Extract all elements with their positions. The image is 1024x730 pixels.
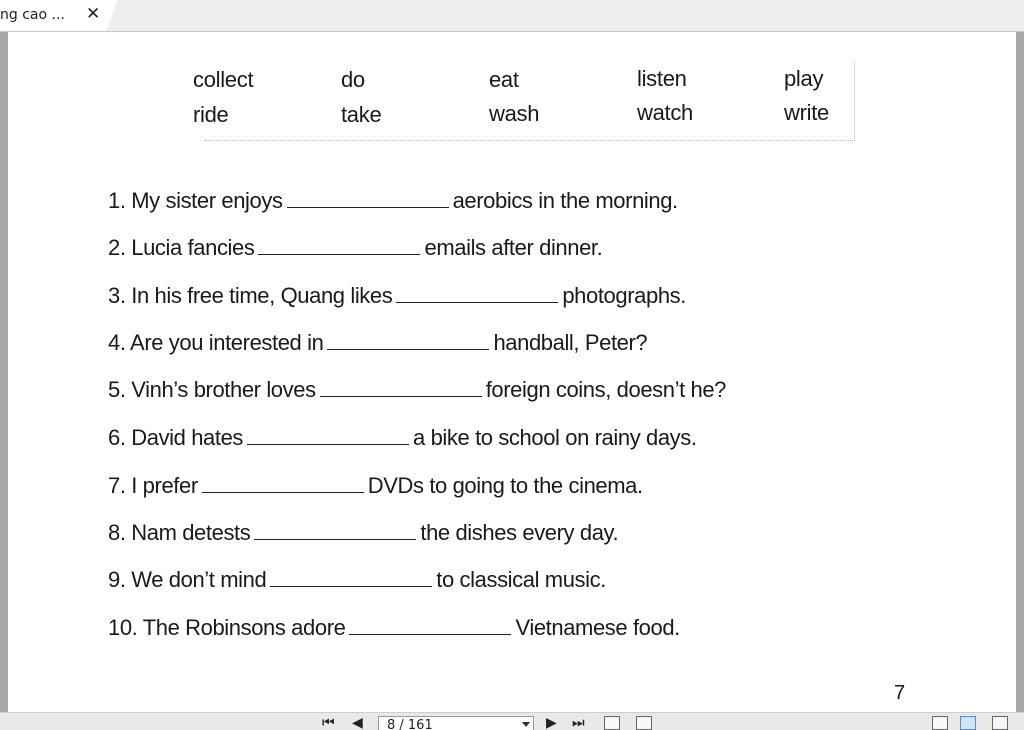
answer-blank xyxy=(247,443,409,445)
word-bank-item: eat xyxy=(489,67,519,92)
exercise-line xyxy=(108,473,643,499)
exercise-prefix: 9. We don’t mind xyxy=(108,567,267,592)
exercise-prefix: 8. Nam detests xyxy=(108,520,251,545)
tab-title: ng cao ... xyxy=(0,7,65,23)
chevron-down-icon[interactable] xyxy=(522,722,530,727)
exercise-suffix: a bike to school on rainy days. xyxy=(413,425,697,450)
document-page xyxy=(8,32,1016,712)
exercise-prefix: 5. Vinh’s brother loves xyxy=(108,377,316,402)
page-number-select[interactable]: 8 / 161 xyxy=(378,716,534,730)
word-bank-item: take xyxy=(341,102,382,127)
single-page-view-icon[interactable] xyxy=(932,716,948,730)
exercise-suffix: handball, Peter? xyxy=(493,330,648,355)
last-page-icon[interactable]: ⏭ xyxy=(572,715,585,730)
word-bank-item: do xyxy=(341,67,365,92)
prev-page-icon[interactable]: ◀ xyxy=(352,715,363,730)
exercise-line xyxy=(108,330,647,356)
answer-blank xyxy=(349,633,511,635)
word-bank-item: collect xyxy=(193,67,254,92)
continuous-view-icon[interactable] xyxy=(960,716,976,730)
word-bank-item: write xyxy=(784,100,829,125)
exercise-prefix: 4. Are you interested in xyxy=(108,330,324,355)
tab-strip xyxy=(0,0,1024,32)
first-page-icon[interactable]: ⏮ xyxy=(322,715,335,730)
exercise-suffix: to classical music. xyxy=(436,567,606,592)
fit-page-icon[interactable] xyxy=(604,716,620,730)
exercise-prefix: 6. David hates xyxy=(108,425,244,450)
answer-blank xyxy=(270,585,432,587)
exercise-prefix: 1. My sister enjoys xyxy=(108,188,283,213)
exercise-prefix: 3. In his free time, Quang likes xyxy=(108,283,393,308)
exercise-suffix: photographs. xyxy=(562,283,686,308)
exercise-prefix: 7. I prefer xyxy=(108,473,198,498)
exercise-prefix: 2. Lucia fancies xyxy=(108,235,255,260)
exercise-line xyxy=(108,520,618,546)
exercise-suffix: Vietnamese food. xyxy=(515,615,680,640)
answer-blank xyxy=(396,301,558,303)
exercise-line xyxy=(108,377,726,403)
word-bank-item: watch xyxy=(637,100,693,125)
exercise-suffix: emails after dinner. xyxy=(424,235,603,260)
fit-width-icon[interactable] xyxy=(636,716,652,730)
answer-blank xyxy=(287,206,449,208)
answer-blank xyxy=(254,538,416,540)
exercise-line xyxy=(108,235,602,261)
exercise-line xyxy=(108,283,686,309)
window-frame-left xyxy=(0,32,8,712)
word-bank-item: wash xyxy=(489,101,540,126)
two-page-view-icon[interactable] xyxy=(992,716,1008,730)
word-bank-item: play xyxy=(784,66,824,91)
next-page-icon[interactable]: ▶ xyxy=(546,715,557,730)
exercise-suffix: the dishes every day. xyxy=(420,520,619,545)
window-frame-right xyxy=(1016,32,1024,712)
exercise-suffix: foreign coins, doesn’t he? xyxy=(485,377,727,402)
navigation-toolbar xyxy=(0,712,1024,730)
answer-blank xyxy=(258,253,420,255)
answer-blank xyxy=(202,491,364,493)
exercise-prefix: 10. The Robinsons adore xyxy=(108,615,346,640)
exercise-line xyxy=(108,188,678,214)
document-tab[interactable] xyxy=(0,0,108,31)
exercise-suffix: aerobics in the morning. xyxy=(452,188,678,213)
answer-blank xyxy=(327,348,489,350)
exercise-line xyxy=(108,425,697,451)
exercise-suffix: DVDs to going to the cinema. xyxy=(367,473,643,498)
close-icon[interactable]: ✕ xyxy=(86,4,101,24)
page-number: 7 xyxy=(894,682,906,704)
answer-blank xyxy=(320,395,482,397)
word-bank-item: listen xyxy=(637,66,687,91)
exercise-line xyxy=(108,567,606,593)
word-bank-item: ride xyxy=(193,102,229,127)
exercise-line xyxy=(108,615,680,641)
